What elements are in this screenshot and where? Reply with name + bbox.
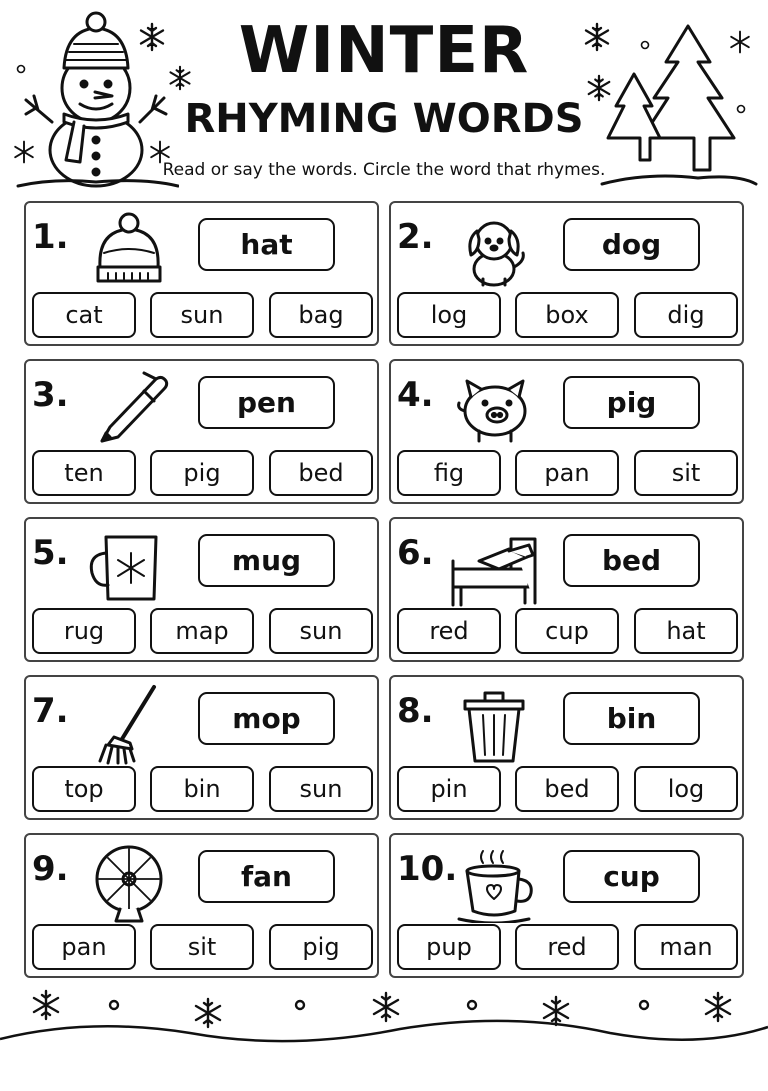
answer-options: [397, 608, 738, 654]
question-number: 8.: [397, 691, 434, 731]
answer-options: [32, 766, 373, 812]
answer-option[interactable]: red: [397, 608, 501, 654]
target-word: bed: [563, 534, 700, 587]
question-number: 10.: [397, 849, 458, 889]
answer-option[interactable]: cat: [32, 292, 136, 338]
answer-option[interactable]: log: [634, 766, 738, 812]
bed-icon: [449, 525, 539, 607]
instructions-text: Read or say the words. Circle the word that rhymes.: [162, 160, 606, 180]
answer-option[interactable]: pan: [515, 450, 619, 496]
question-number: 7.: [32, 691, 69, 731]
target-word: bin: [563, 692, 700, 745]
target-word: pen: [198, 376, 335, 429]
answer-options: [32, 292, 373, 338]
target-word: dog: [563, 218, 700, 271]
worksheet-header: [0, 0, 768, 200]
answer-option[interactable]: bed: [269, 450, 373, 496]
answer-option[interactable]: hat: [634, 608, 738, 654]
answer-option[interactable]: rug: [32, 608, 136, 654]
target-word: pig: [563, 376, 700, 429]
question-card: [389, 517, 744, 662]
pen-icon: [84, 367, 174, 449]
question-card: [389, 833, 744, 978]
answer-option[interactable]: sit: [150, 924, 254, 970]
question-card: [24, 833, 379, 978]
mop-icon: [84, 683, 174, 765]
answer-options: [397, 924, 738, 970]
cup-icon: [449, 841, 539, 923]
footer-decoration: [0, 981, 768, 1087]
answer-option[interactable]: pup: [397, 924, 501, 970]
answer-option[interactable]: sit: [634, 450, 738, 496]
answer-option[interactable]: cup: [515, 608, 619, 654]
answer-option[interactable]: sun: [269, 766, 373, 812]
winter-hat-icon: [84, 209, 174, 291]
worksheet-subtitle: RHYMING WORDS: [184, 96, 584, 142]
question-card: [24, 201, 379, 346]
answer-option[interactable]: red: [515, 924, 619, 970]
answer-options: [397, 766, 738, 812]
answer-option[interactable]: pig: [150, 450, 254, 496]
answer-option[interactable]: man: [634, 924, 738, 970]
question-number: 2.: [397, 217, 434, 257]
question-card: [24, 675, 379, 820]
answer-option[interactable]: bin: [150, 766, 254, 812]
question-number: 4.: [397, 375, 434, 415]
answer-option[interactable]: bed: [515, 766, 619, 812]
question-card: [24, 359, 379, 504]
target-word: mug: [198, 534, 335, 587]
answer-option[interactable]: pin: [397, 766, 501, 812]
answer-option[interactable]: map: [150, 608, 254, 654]
worksheet-title: WINTER: [238, 14, 530, 88]
answer-option[interactable]: fig: [397, 450, 501, 496]
answer-option[interactable]: top: [32, 766, 136, 812]
answer-options: [397, 292, 738, 338]
answer-option[interactable]: pig: [269, 924, 373, 970]
answer-options: [32, 608, 373, 654]
answer-option[interactable]: bag: [269, 292, 373, 338]
trash-bin-icon: [449, 683, 539, 765]
question-card: [389, 675, 744, 820]
target-word: cup: [563, 850, 700, 903]
question-number: 9.: [32, 849, 69, 889]
dog-icon: [449, 209, 539, 291]
question-card: [24, 517, 379, 662]
fan-icon: [84, 841, 174, 923]
question-card: [389, 201, 744, 346]
question-number: 6.: [397, 533, 434, 573]
answer-options: [32, 924, 373, 970]
answer-option[interactable]: sun: [269, 608, 373, 654]
answer-option[interactable]: log: [397, 292, 501, 338]
answer-option[interactable]: ten: [32, 450, 136, 496]
answer-option[interactable]: box: [515, 292, 619, 338]
question-number: 5.: [32, 533, 69, 573]
answer-options: [397, 450, 738, 496]
snow-hills-illustration: [0, 981, 768, 1087]
target-word: mop: [198, 692, 335, 745]
pig-icon: [449, 367, 539, 449]
mug-icon: [84, 525, 174, 607]
questions-grid: [24, 201, 746, 981]
target-word: fan: [198, 850, 335, 903]
target-word: hat: [198, 218, 335, 271]
question-card: [389, 359, 744, 504]
answer-options: [32, 450, 373, 496]
question-number: 3.: [32, 375, 69, 415]
question-number: 1.: [32, 217, 69, 257]
answer-option[interactable]: pan: [32, 924, 136, 970]
answer-option[interactable]: sun: [150, 292, 254, 338]
answer-option[interactable]: dig: [634, 292, 738, 338]
